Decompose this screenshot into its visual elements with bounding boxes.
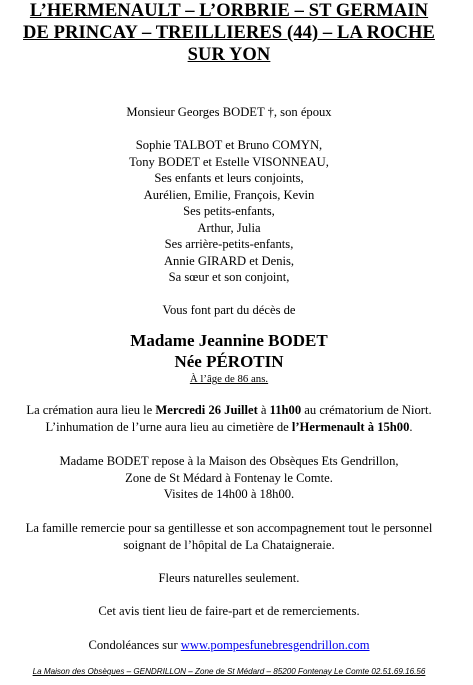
family-line: Monsieur Georges BODET †, son époux <box>126 105 332 119</box>
deceased-age: À l’âge de 86 ans. <box>189 373 269 385</box>
family-line: Annie GIRARD et Denis, <box>163 253 295 268</box>
obituary-title <box>0 0 458 66</box>
cremation-date: Mercredi 26 Juillet <box>155 403 258 417</box>
visitation-line: Visites de 14h00 à 18h00. <box>163 487 295 501</box>
family-line: Aurélien, Emilie, François, Kevin <box>143 187 315 202</box>
footer-contact: La Maison des Obsèques – GENDRILLON – Zone de St Médard – 85200 Fontenay Le Comte 02.51.69.16.56 <box>32 667 426 676</box>
family-line: Sa sœur et son conjoint, <box>168 270 290 284</box>
flowers-note: Fleurs naturelles seulement. <box>158 571 300 585</box>
visitation-line: Zone de St Médard à Fontenay le Comte. <box>125 470 333 485</box>
notice-note: Cet avis tient lieu de faire-part et de remerciements. <box>98 604 360 618</box>
condolences-label: Condoléances sur <box>88 638 181 652</box>
family-line: Ses petits-enfants, <box>183 204 275 218</box>
burial-line <box>0 419 458 436</box>
thanks-line: La famille remercie pour sa gentillesse et son accompagnement tout le personnel <box>25 521 433 535</box>
family-line: Ses enfants et leurs conjoints, <box>154 171 304 185</box>
cremation-time: 11h00 <box>269 403 302 417</box>
cremation-line <box>0 402 458 419</box>
cremation-text: à <box>257 403 270 417</box>
cremation-text: au crématorium de Niort. <box>301 403 432 417</box>
family-line: Arthur, Julia <box>197 220 261 235</box>
burial-text: L’inhumation de l’urne aura lieu au cimetière de <box>45 419 292 434</box>
title-line-3: SUR YON <box>187 45 271 65</box>
condolences-link[interactable]: www.pompesfunebresgendrillon.com <box>180 638 370 652</box>
deceased-name: Madame Jeannine BODET <box>130 331 328 350</box>
family-line: Sophie TALBOT et Bruno COMYN, <box>135 138 323 152</box>
family-thanks <box>0 520 458 553</box>
ceremony-details <box>0 402 458 435</box>
family-line: Tony BODET et Estelle VISONNEAU, <box>129 154 329 169</box>
announcement: Vous font part du décès de <box>162 303 296 317</box>
deceased-maiden-name: Née PÉROTIN <box>174 352 284 371</box>
burial-text: . <box>409 419 413 434</box>
condolences-line <box>0 637 458 654</box>
title-line-2: DE PRINCAY – TREILLIERES (44) – LA ROCHE <box>23 23 435 43</box>
family-line <box>0 121 458 138</box>
family-list <box>0 104 458 286</box>
visitation-details <box>0 453 458 503</box>
cremation-text: La crémation aura lieu le <box>26 403 156 417</box>
thanks-line: soignant de l’hôpital de La Chataigneraie. <box>123 537 335 552</box>
title-line-1: L’HERMENAULT – L’ORBRIE – ST GERMAIN <box>29 1 429 21</box>
visitation-line: Madame BODET repose à la Maison des Obsèques Ets Gendrillon, <box>59 454 399 468</box>
burial-place-time: l’Hermenault à 15h00 <box>291 419 410 434</box>
family-line: Ses arrière-petits-enfants, <box>164 237 294 251</box>
